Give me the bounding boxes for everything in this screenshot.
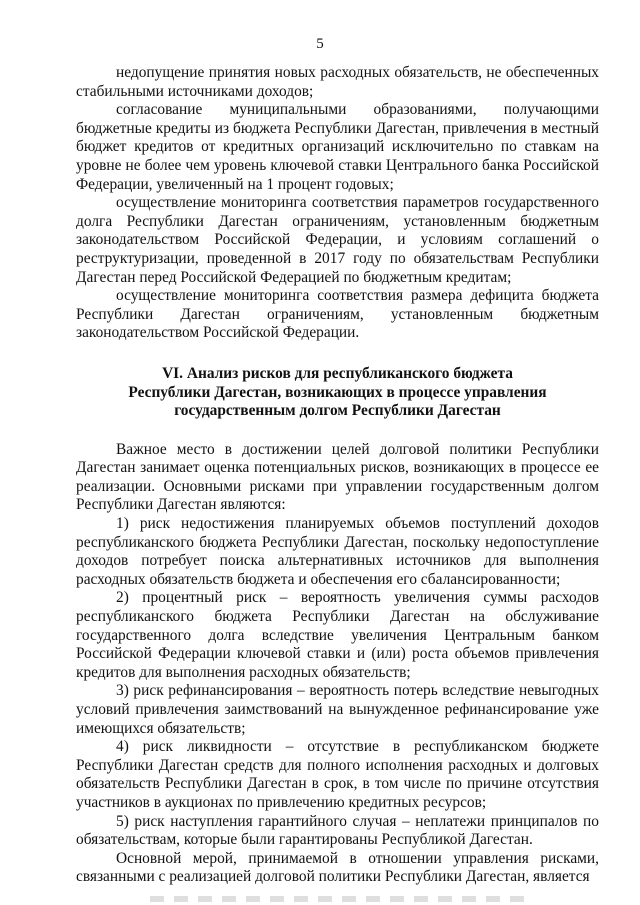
paragraph: 1) риск недостижения планируемых объемов поступлений доходов республиканского бюджета Республики Дагестан, поскольку недопоступление доходов потребует поиска альтернативных источников для выполнения расходных обязательств бюджета и обеспечения его сбалансированности; (76, 515, 599, 588)
scan-artifact (150, 896, 530, 902)
paragraph: осуществление мониторинга соответствия параметров государственного долга Республики Дагестан ограничениям, установленным бюджетным законодательством Российской Федерации, и условиям соглашений о реструктуризации, проведенной в 2017 году по обязательствам Республики Дагестан перед Российской Федерацией по бюджетным кредитам; (76, 194, 599, 286)
section-title (76, 365, 599, 421)
section-spacer (76, 421, 599, 441)
paragraph: Важное место в достижении целей долговой политики Республики Дагестан занимает оценка потенциальных рисков, возникающих в процессе ее реализации. Основными рисками при управлении государственным долгом Республики Дагестан являются: (76, 440, 599, 514)
section-title-line: Республики Дагестан, возникающих в процессе управления (128, 383, 547, 401)
paragraph: 4) риск ликвидности – отсутствие в республиканском бюджете Республики Дагестан средств для полного исполнения расходных и долговых обязательств Республики Дагестан в срок, в том числе по причине отсутствия участников в аукционах по привлечению кредитных ресурсов; (76, 738, 599, 811)
paragraph: 2) процентный риск – вероятность увеличения суммы расходов республиканского бюджета Республики Дагестан на обслуживание государственного долга вследствие увеличения Центральным банком Российской Федерации ключевой ставки и (или) роста объемов привлечения кредитов для выполнения расходных обязательств; (76, 589, 599, 681)
paragraph: недопущение принятия новых расходных обязательств, не обеспеченных стабильными источниками доходов; (76, 64, 599, 100)
paragraph: Основной мерой, принимаемой в отношении управления рисками, связанными с реализацией долговой политики Республики Дагестан, является (76, 849, 599, 886)
section-title-line: государственным долгом Республики Дагестан (174, 402, 501, 420)
paragraph: согласование муниципальными образованиями, получающими бюджетные кредиты из бюджета Республики Дагестан, привлечения в местный бюджет кредитов от кредитных организаций исключительно по ставкам на уровне не более чем уровень ключевой ставки Центрального банка Российской Федерации, увеличенный на 1 процент годовых; (76, 101, 599, 193)
page-number: 5 (316, 36, 324, 52)
paragraph: осуществление мониторинга соответствия размера дефицита бюджета Республики Дагестан ограничениям, установленным бюджетным законодательством Российской Федерации. (76, 287, 599, 342)
document-body (76, 64, 599, 887)
section-title-line: VI. Анализ рисков для республиканского бюджета (162, 364, 513, 382)
paragraph: 5) риск наступления гарантийного случая – неплатежи принципалов по обязательствам, которые были гарантированы Республикой Дагестан. (76, 812, 599, 849)
paragraph: 3) риск рефинансирования – вероятность потерь вследствие невыгодных условий привлечения заимствований на вынужденное рефинансирование уже имеющихся обязательств; (76, 682, 599, 737)
